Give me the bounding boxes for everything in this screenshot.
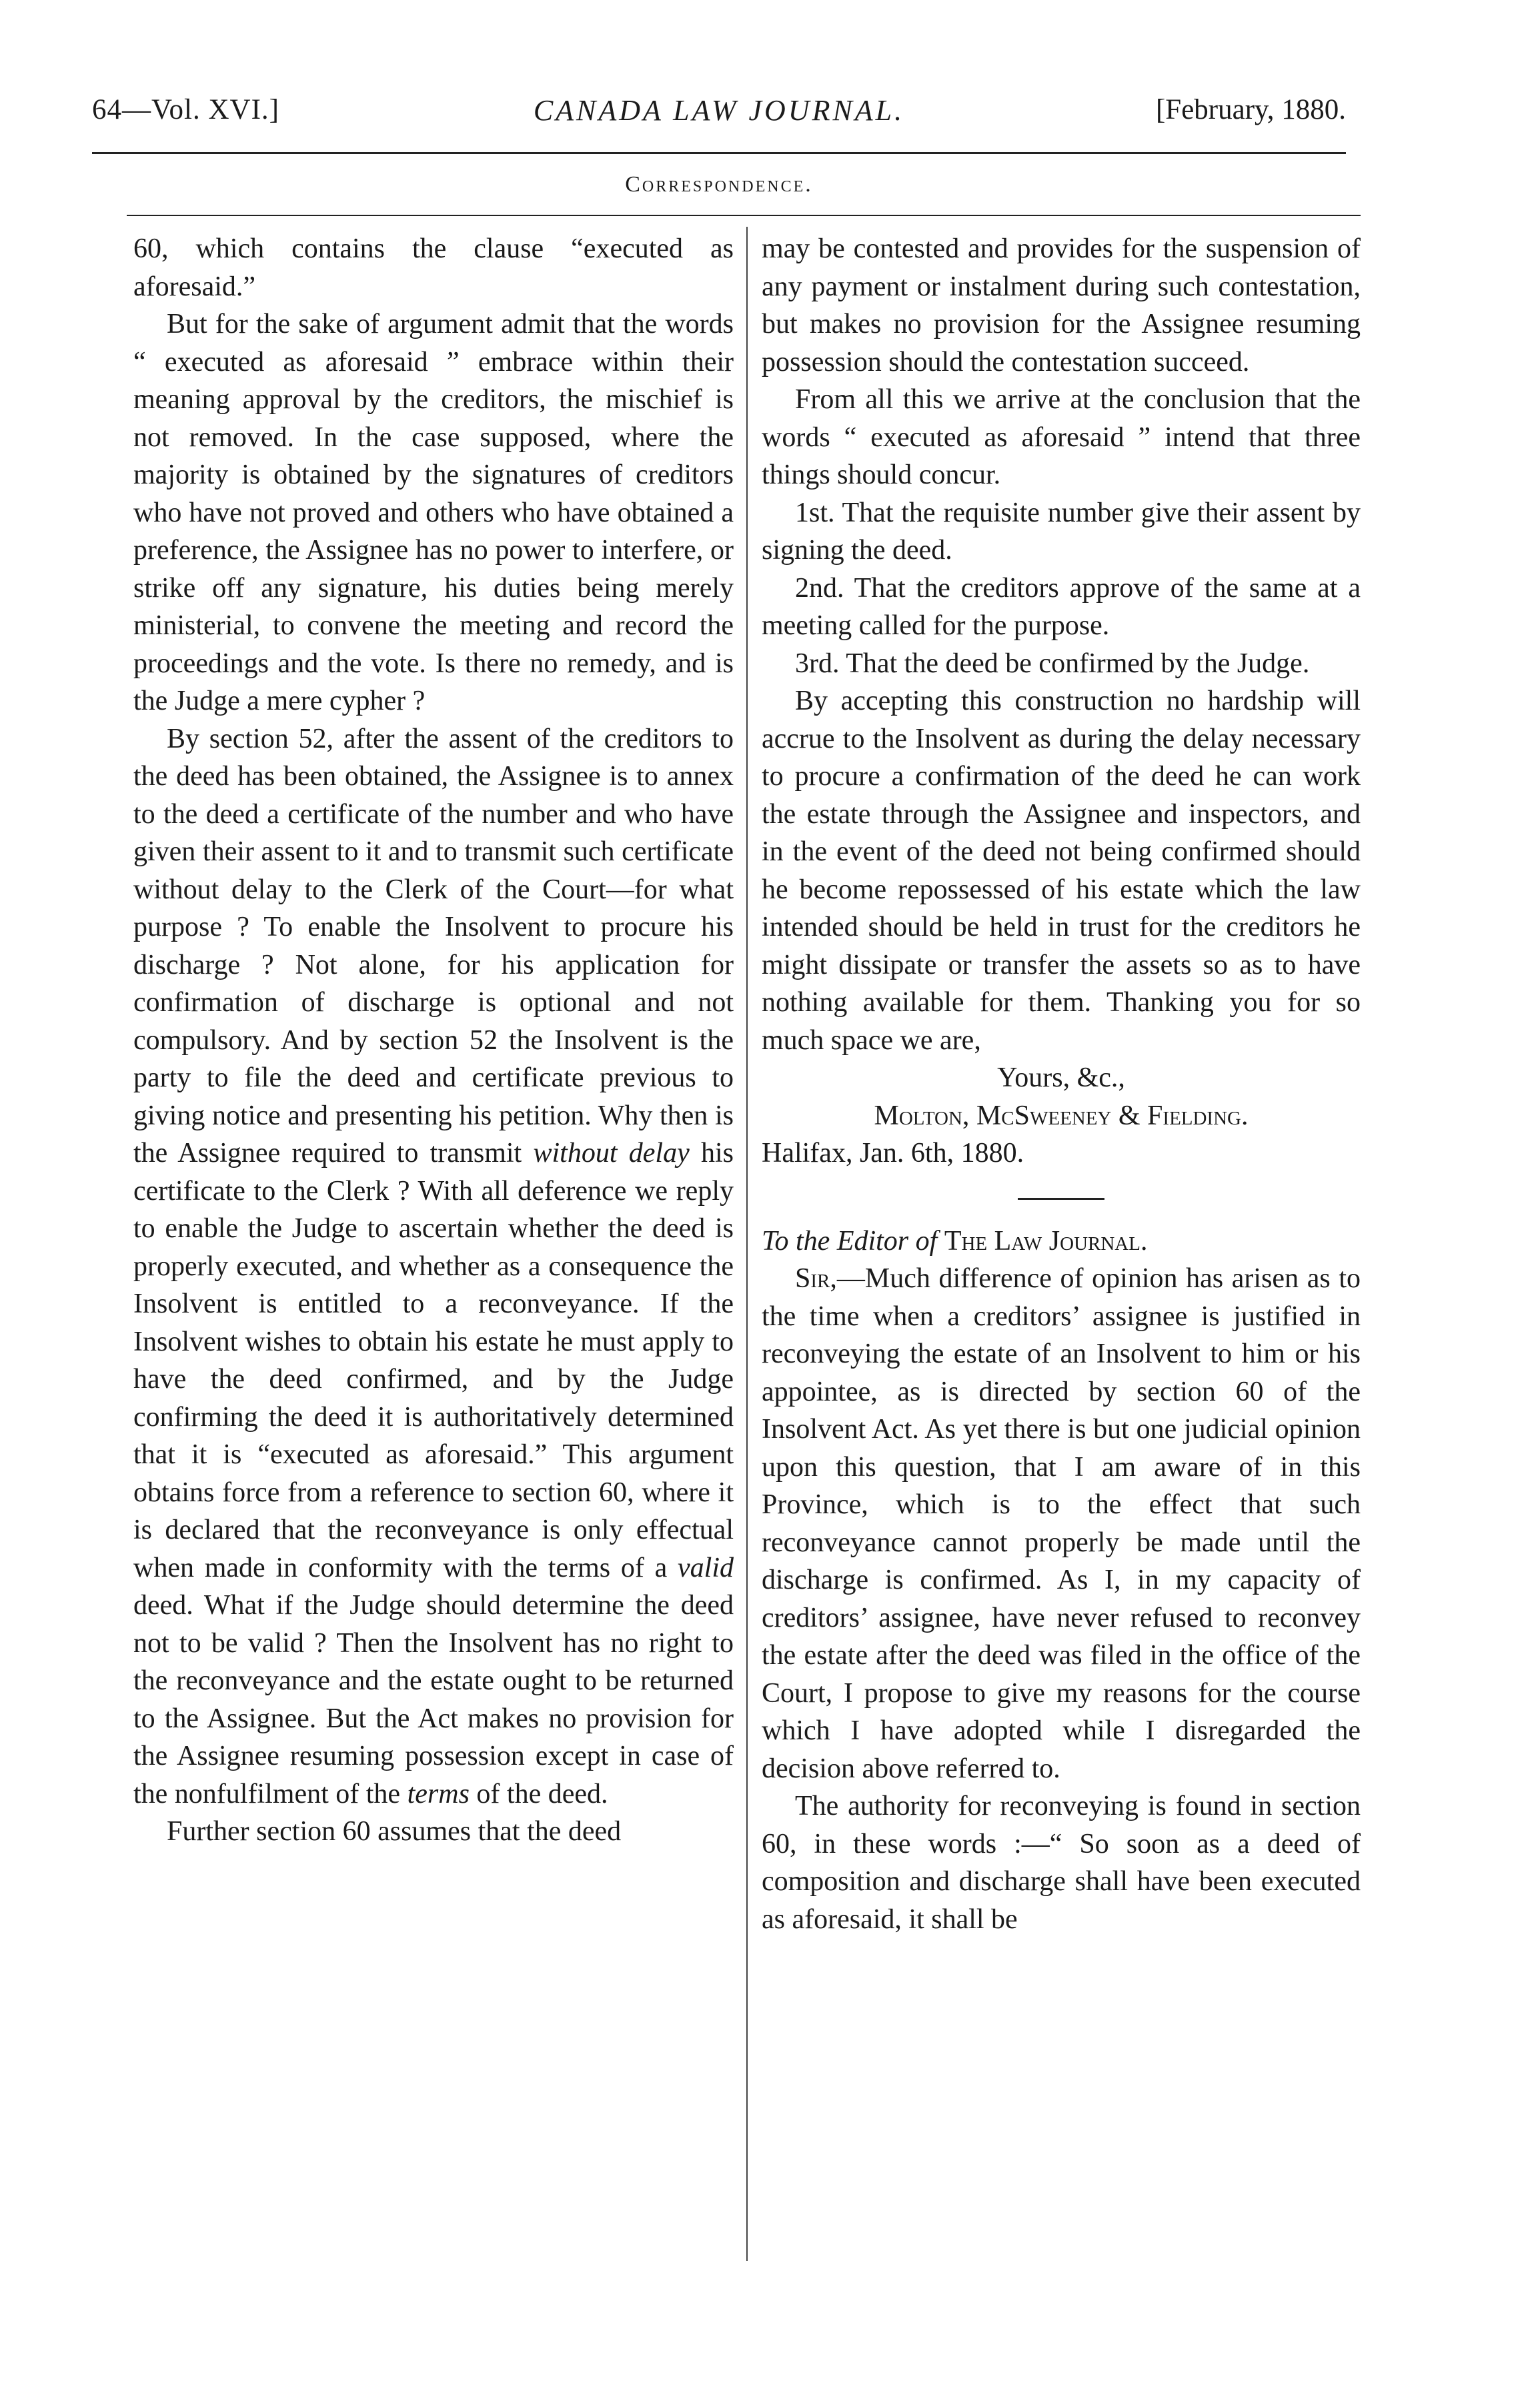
paragraph: may be contested and provides for the suspension of any payment or instalment during such contestation, but makes no provision for the Assignee resuming possession should the contestation succeed. [762, 233, 1361, 377]
paragraph: Further section 60 assumes that the deed [167, 1816, 622, 1847]
paragraph: 60, which contains the clause “executed as aforesaid.” [133, 233, 734, 302]
section-rule [127, 215, 1361, 216]
left-column [133, 230, 734, 1851]
paragraph: But for the sake of argument admit that the words “ executed as aforesaid ” embrace within their meaning approval by the creditors, the mischief is not removed. In the case supposed, where the majority is obtained by the signatures of creditors who have not proved and others who have obtained a preference, the Assignee has no power to interfere, or strike off any signature, his duties being merely ministerial, to convene the meeting and record the proceedings and the vote. Is there no remedy, and is the Judge a mere cypher ? [133, 309, 734, 716]
text-run: deed. What if the Judge should determine the deed not to be valid ? Then the Insolvent has no right to the reconveyance and the estate ought to be returned to the Assignee. But the Act makes no provision for the Assignee resuming possession except in case of the nonfulfilment of the [133, 1590, 734, 1809]
paragraph: 3rd. That the deed be confirmed by the Judge. [795, 648, 1310, 679]
italic-text: without delay [533, 1138, 690, 1168]
italic-text: terms [407, 1778, 470, 1809]
text-run: of the deed. [476, 1778, 608, 1809]
text-run: his certificate to the Clerk ? With all deference we reply to enable the Judge to ascertain whether the deed is properly executed, and whether as a consequence the Insolvent is entitled to a reconveyance. If the Insolvent wishes to obtain his estate he must apply to have the deed confirmed, and by the Judge confirming the deed it is authoritatively determined that it is “executed as aforesaid.” This argument obtains force from a reference to section 60, where it is declared that the reconveyance is only effectual when made in conformity with the terms of a [133, 1138, 734, 1583]
signature: Molton, McSweeney & Fielding. [874, 1100, 1249, 1131]
journal-title: CANADA LAW JOURNAL. [533, 94, 905, 127]
paragraph: 1st. That the requisite number give their assent by signing the deed. [762, 497, 1361, 566]
salutation: Sir, [795, 1263, 837, 1294]
editor-prefix: To the Editor of [762, 1225, 938, 1257]
letter-separator [1018, 1198, 1104, 1200]
paragraph: The authority for reconveying is found in section 60, in these words :—“ So soon as a deed of composition and discharge shall have been executed as aforesaid, it shall be [762, 1791, 1361, 1935]
paragraph [762, 1260, 1361, 1787]
closing: Yours, &c., [997, 1062, 1125, 1093]
editor-journal: The Law Journal. [944, 1225, 1148, 1257]
paragraph: From all this we arrive at the conclusion that the words “ executed as aforesaid ” intend that three things should concur. [762, 384, 1361, 490]
header-rule [92, 152, 1346, 154]
text-run: By section 52, after the assent of the creditors to the deed has been obtained, the Assignee is to annex to the deed a certificate of the number and who have given their assent to it and to transmit such certificate without delay to the Clerk of the Court—for what purpose ? To enable the Insolvent to procure his discharge ? Not alone, for his application for confirmation of discharge is optional and not compulsory. And by section 52 the Insolvent is the party to file the deed and certificate previous to giving notice and presenting his petition. Why then is the Assignee required to transmit [133, 723, 734, 1168]
section-title: Correspondence. [625, 172, 813, 197]
italic-text: valid [678, 1552, 734, 1583]
column-divider [746, 227, 748, 2261]
text-run: —Much difference of opinion has arisen as to the time when a creditors’ assignee is justified in reconveying the estate of an Insolvent to him or his appointee, as is directed by section 60 of the Insolvent Act. As yet there is but one judicial opinion upon this question, that I am aware of in this Province, which is to the effect that such reconveyance cannot properly be made until the discharge is confirmed. As I, in my capacity of creditors’ assignee, have never refused to reconvey the estate after the deed was filed in the office of the Court, I propose to give my reasons for the course which I have adopted while I disregarded the decision above referred to. [762, 1263, 1361, 1784]
paragraph [133, 720, 734, 1813]
right-column [762, 230, 1361, 1938]
issue-date: [February, 1880. [1155, 94, 1346, 125]
page-volume: 64—Vol. XVI.] [92, 94, 279, 125]
page-header [92, 93, 1346, 147]
place-date: Halifax, Jan. 6th, 1880. [762, 1138, 1024, 1168]
paragraph: 2nd. That the creditors approve of the same at a meeting called for the purpose. [762, 572, 1361, 641]
paragraph: By accepting this construction no hardship will accrue to the Insolvent as during the delay necessary to procure a confirmation of the deed he can work the estate through the Assignee and inspectors, and in the event of the deed not being confirmed should he become repossessed of his estate which the law intended should be held in trust for the creditors he might dissipate or transfer the assets so as to have nothing available for them. Thanking you for so much space we are, [762, 686, 1361, 1056]
editor-address [762, 1223, 1361, 1261]
